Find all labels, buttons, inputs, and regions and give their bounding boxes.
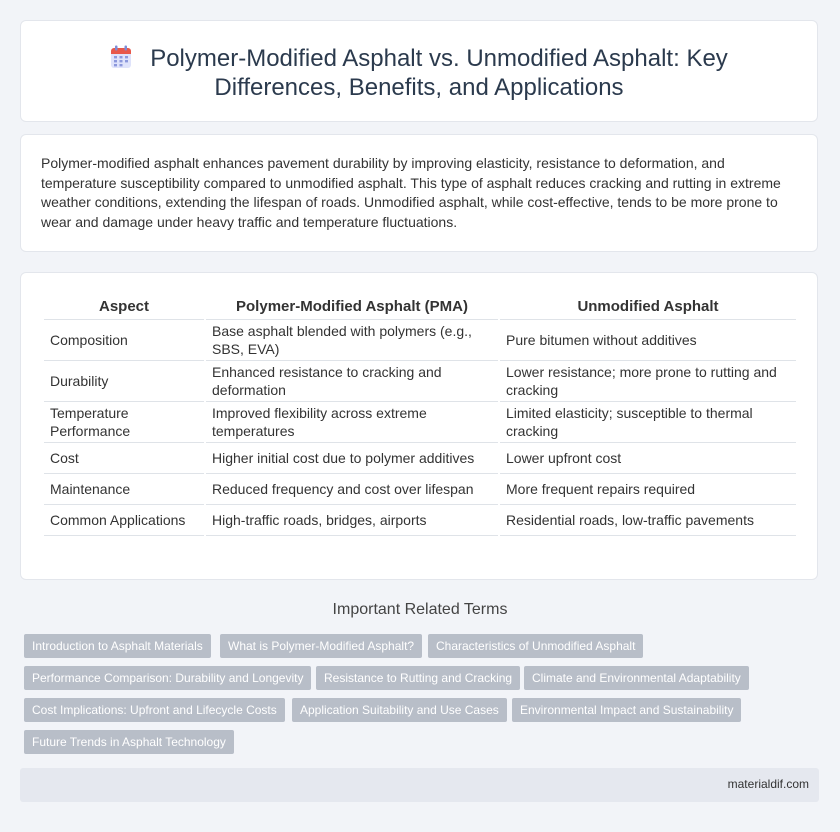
- comparison-table: [42, 295, 798, 536]
- related-term-tag[interactable]: Introduction to Asphalt Materials: [24, 634, 211, 658]
- cell-aspect: Common Applications: [44, 505, 204, 536]
- related-term-tag[interactable]: Characteristics of Unmodified Asphalt: [428, 634, 643, 658]
- comparison-table-card: [20, 272, 818, 580]
- related-term-tag[interactable]: Climate and Environmental Adaptability: [524, 666, 749, 690]
- cell-pma: Improved flexibility across extreme temperatures: [206, 402, 498, 443]
- related-term-tag[interactable]: Resistance to Rutting and Cracking: [316, 666, 520, 690]
- cell-aspect: Cost: [44, 443, 204, 474]
- cell-aspect: Maintenance: [44, 474, 204, 505]
- cell-unmodified: Pure bitumen without additives: [500, 320, 796, 361]
- cell-pma: Reduced frequency and cost over lifespan: [206, 474, 498, 505]
- table-row: [44, 361, 796, 402]
- related-term-tag[interactable]: Performance Comparison: Durability and Longevity: [24, 666, 311, 690]
- related-terms-title: Important Related Terms: [332, 601, 508, 618]
- table-row: [44, 320, 796, 361]
- related-term-tag[interactable]: Application Suitability and Use Cases: [292, 698, 507, 722]
- intro-paragraph: Polymer-modified asphalt enhances pavement durability by improving elasticity, resistance to deformation, and temperature susceptibility compared to unmodified asphalt. This type of asphalt reduces cracking and rutting in extreme weather conditions, extending the lifespan of roads. Unmodified asphalt, while cost-effective, tends to be more prone to wear and damage under heavy traffic and temperature fluctuations.: [41, 155, 781, 230]
- cell-pma: Base asphalt blended with polymers (e.g., SBS, EVA): [206, 320, 498, 361]
- title-line-1: Polymer-Modified Asphalt vs. Unmodified Asphalt: Key: [150, 45, 728, 72]
- cell-unmodified: Residential roads, low-traffic pavements: [500, 505, 796, 536]
- related-term-tag[interactable]: What is Polymer-Modified Asphalt?: [220, 634, 422, 658]
- cell-unmodified: More frequent repairs required: [500, 474, 796, 505]
- intro-card: [20, 134, 818, 252]
- page-title: [21, 44, 817, 102]
- cell-pma: Higher initial cost due to polymer additives: [206, 443, 498, 474]
- table-row: [44, 474, 796, 505]
- cell-pma: High-traffic roads, bridges, airports: [206, 505, 498, 536]
- table-row: [44, 505, 796, 536]
- header-unmodified: Unmodified Asphalt: [500, 295, 796, 320]
- header-pma: Polymer-Modified Asphalt (PMA): [206, 295, 498, 320]
- cell-unmodified: Limited elasticity; susceptible to thermal cracking: [500, 402, 796, 443]
- table-row: [44, 443, 796, 474]
- cell-pma: Enhanced resistance to cracking and deformation: [206, 361, 498, 402]
- footer-site[interactable]: materialdif.com: [727, 777, 809, 791]
- table-row: [44, 402, 796, 443]
- calendar-icon: [110, 45, 132, 69]
- cell-unmodified: Lower upfront cost: [500, 443, 796, 474]
- related-term-tag[interactable]: Future Trends in Asphalt Technology: [24, 730, 234, 754]
- cell-aspect: Temperature Performance: [44, 402, 204, 443]
- cell-aspect: Composition: [44, 320, 204, 361]
- cell-unmodified: Lower resistance; more prone to rutting and cracking: [500, 361, 796, 402]
- title-line-2: Differences, Benefits, and Applications: [214, 74, 624, 101]
- footer: [20, 768, 819, 802]
- related-term-tag[interactable]: Cost Implications: Upfront and Lifecycle Costs: [24, 698, 285, 722]
- title-card: [20, 20, 818, 122]
- table-header-row: [44, 295, 796, 320]
- related-term-tag[interactable]: Environmental Impact and Sustainability: [512, 698, 741, 722]
- cell-aspect: Durability: [44, 361, 204, 402]
- header-aspect: Aspect: [44, 295, 204, 320]
